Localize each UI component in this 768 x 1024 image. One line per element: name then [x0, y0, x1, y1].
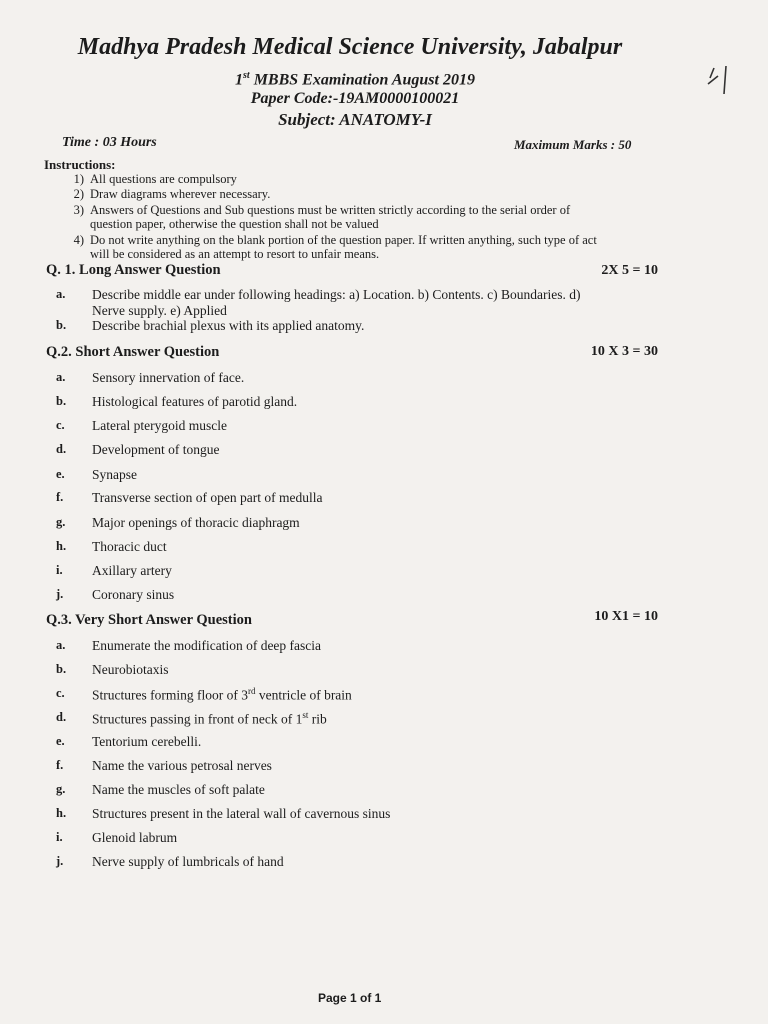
instruction-number: 1) [73, 172, 84, 186]
item-letter: b. [56, 662, 67, 676]
item-text: Describe brachial plexus with its applied anatomy. [92, 318, 365, 333]
item-text: Nerve supply of lumbricals of hand [92, 854, 284, 869]
question-item [56, 287, 676, 319]
q2-title: Q.2. Short Answer Question [46, 344, 220, 360]
item-text: Development of tongue [92, 442, 220, 457]
question-item [56, 539, 676, 555]
instruction-text: Answers of Questions and Sub questions must be written strictly according to the serial order of [90, 203, 571, 217]
page-number: Page 1 of 1 [318, 991, 382, 1005]
item-text: Axillary artery [92, 563, 172, 578]
item-letter: i. [56, 563, 63, 577]
item-text [92, 710, 327, 728]
instruction-number: 2) [73, 187, 84, 201]
item-text: Structures present in the lateral wall of cavernous sinus [92, 806, 391, 821]
item-text: Enumerate the modification of deep fascia [92, 638, 322, 653]
question-item [56, 662, 676, 678]
instruction-item [62, 187, 682, 201]
item-text: Coronary sinus [92, 587, 175, 602]
instruction-text: All questions are compulsory [90, 172, 237, 186]
question-item [56, 563, 676, 579]
instruction-item [62, 203, 682, 231]
item-letter: e. [56, 734, 65, 748]
item-text: Glenoid labrum [92, 830, 178, 845]
item-text: Name the various petrosal nerves [92, 758, 272, 773]
item-text [92, 686, 352, 704]
item-letter: j. [56, 854, 64, 868]
maximum-marks: Maximum Marks : 50 [514, 137, 632, 152]
q2-marks: 10 X 3 = 30 [590, 344, 658, 359]
exam-name: MBBS Examination August 2019 [249, 71, 475, 89]
item-letter: f. [56, 490, 64, 504]
question-item [56, 710, 676, 726]
question-item [56, 854, 676, 870]
question-item [56, 467, 676, 483]
handwritten-mark-icon [700, 50, 740, 110]
item-letter: c. [56, 418, 65, 432]
item-letter: i. [56, 830, 63, 844]
item-letter: b. [56, 394, 67, 408]
item-letter: e. [56, 467, 65, 481]
question-item [56, 830, 676, 846]
item-letter: a. [56, 287, 66, 301]
item-text: Lateral pterygoid muscle [92, 418, 227, 433]
question-item [56, 318, 676, 334]
item-letter: h. [56, 806, 67, 820]
item-text: Transverse section of open part of medulla [92, 490, 323, 505]
item-text: Tentorium cerebelli. [92, 734, 202, 749]
item-letter: d. [56, 442, 67, 456]
q3-title: Q.3. Very Short Answer Question [46, 612, 252, 628]
item-letter: a. [56, 370, 66, 384]
item-letter: j. [56, 587, 64, 601]
instruction-text-cont: will be considered as an attempt to resort to unfair means. [90, 247, 380, 261]
item-text-main: Structures forming floor of 3 [92, 687, 248, 703]
university-title: Madhya Pradesh Medical Science University, Jabalpur [77, 34, 623, 60]
question-item [56, 370, 676, 386]
q1-title: Q. 1. Long Answer Question [46, 262, 221, 278]
item-letter: c. [56, 686, 65, 700]
question-item [56, 686, 676, 702]
item-text: Describe middle ear under following headings: a) Location. b) Contents. c) Boundaries. d) [92, 287, 581, 302]
exam-number: 1 [235, 71, 244, 89]
instructions-title: Instructions: [44, 157, 116, 172]
paper-code: Paper Code:-19AM0000100021 [250, 90, 460, 107]
item-text: Major openings of thoracic diaphragm [92, 515, 300, 530]
q3-marks: 10 X1 = 10 [594, 609, 658, 624]
question-item [56, 782, 676, 798]
item-letter: f. [56, 758, 64, 772]
item-letter: g. [56, 782, 66, 796]
question-item [56, 490, 676, 506]
item-text: Histological features of parotid gland. [92, 394, 298, 409]
item-text-main: Structures passing in front of neck of 1 [92, 711, 303, 727]
item-text: Sensory innervation of face. [92, 370, 245, 385]
question-item [56, 638, 676, 654]
item-letter: g. [56, 515, 66, 529]
item-text: Thoracic duct [92, 539, 167, 554]
item-text: Synapse [92, 467, 137, 482]
instruction-number: 4) [73, 233, 84, 247]
subject: Subject: ANATOMY-I [278, 110, 432, 129]
item-text-rest: ventricle of brain [255, 687, 352, 703]
instruction-number: 3) [73, 203, 84, 217]
item-letter: a. [56, 638, 66, 652]
item-letter: d. [56, 710, 67, 724]
q1-marks: 2X 5 = 10 [601, 263, 658, 278]
instruction-text: Do not write anything on the blank portion of the question paper. If written anything, such type of act [90, 233, 597, 247]
item-text: Neurobiotaxis [92, 662, 169, 677]
question-item [56, 758, 676, 774]
question-item [56, 442, 676, 458]
question-item [56, 515, 676, 531]
instruction-text-cont: question paper, otherwise the question shall not be valued [90, 217, 379, 231]
question-item [56, 418, 676, 434]
instruction-item [62, 172, 682, 186]
item-text-rest: rib [308, 711, 327, 727]
question-item [56, 734, 676, 750]
item-letter: b. [56, 318, 67, 332]
time-allowed: Time : 03 Hours [62, 135, 157, 150]
item-text: Name the muscles of soft palate [92, 782, 265, 797]
exam-title [0, 70, 710, 89]
instruction-item [62, 233, 682, 261]
question-item [56, 587, 676, 603]
question-item [56, 806, 676, 822]
ordinal-suffix: rd [247, 686, 256, 696]
question-item [56, 394, 676, 410]
item-text-cont: Nerve supply. e) Applied [92, 303, 227, 318]
ordinal-suffix: st [302, 710, 309, 720]
exam-number-suffix: st [243, 70, 250, 81]
item-letter: h. [56, 539, 67, 553]
instruction-text: Draw diagrams wherever necessary. [90, 187, 271, 201]
